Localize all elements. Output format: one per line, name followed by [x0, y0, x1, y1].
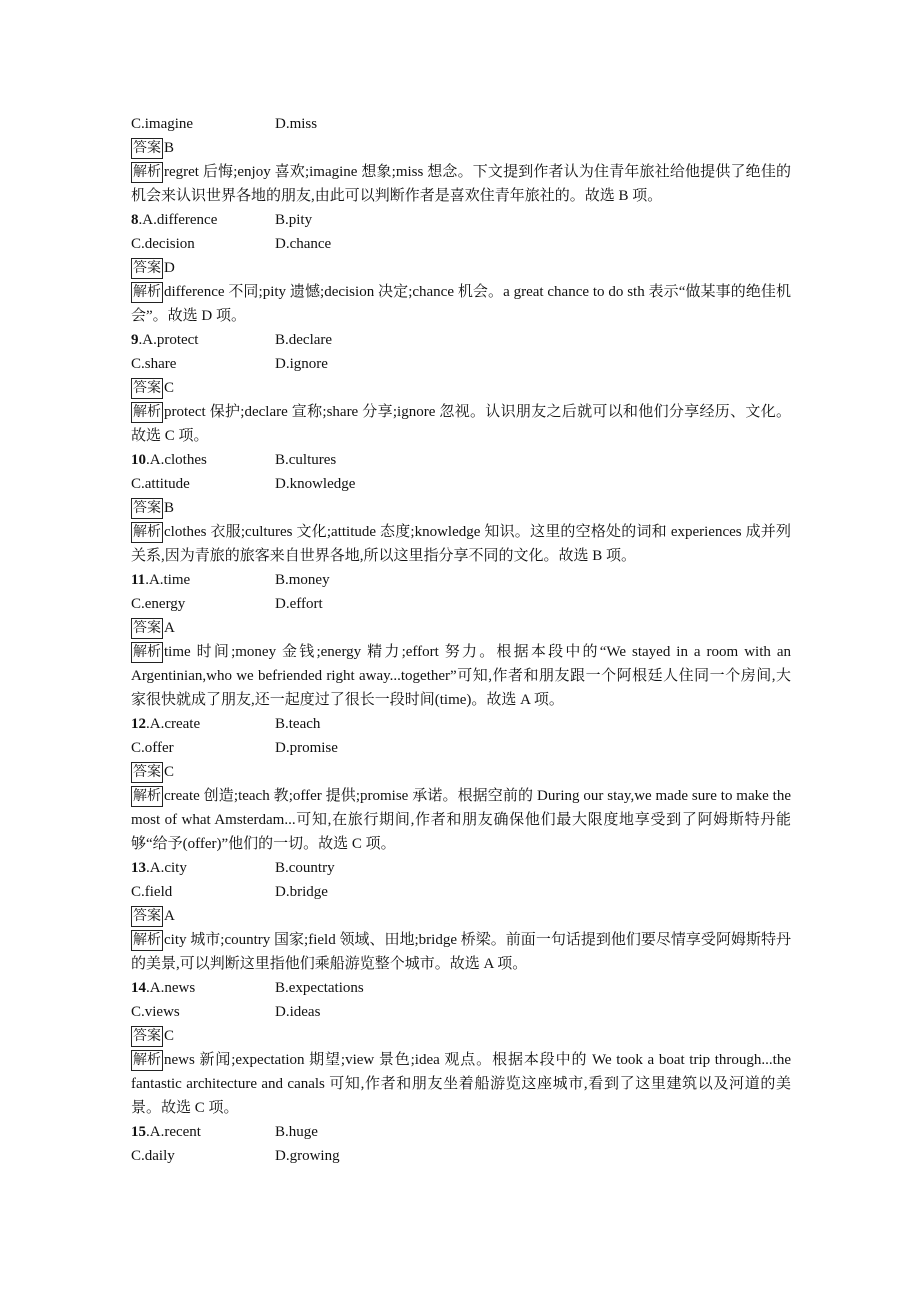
option-a: .A.clothes — [146, 452, 207, 468]
answer-tag: 答案 — [131, 378, 163, 399]
answer-row — [131, 1024, 791, 1048]
answer-value: B — [164, 500, 175, 516]
option-c: C.decision — [131, 236, 195, 252]
option-row — [131, 1000, 791, 1024]
option-c: C.attitude — [131, 476, 190, 492]
option-d: D.promise — [275, 740, 338, 756]
explanation-text: news 新闻;expectation 期望;view 景色;idea 观点。根据本段中的 We took a boat trip through...the fantastic architecture and canals 可知,作者和朋友坐着船游览这座城市,看到了这里建筑以及河道的美景。故选 C 项。 — [131, 1052, 791, 1116]
answer-tag: 答案 — [131, 762, 163, 783]
explanation-row — [131, 928, 791, 976]
option-b: B.pity — [275, 212, 313, 228]
answer-tag: 答案 — [131, 618, 163, 639]
question-number: 9 — [131, 332, 139, 348]
explanation-tag: 解析 — [131, 522, 163, 543]
answer-value: A — [164, 620, 175, 636]
answer-row — [131, 496, 791, 520]
option-c: C.share — [131, 356, 177, 372]
answer-row — [131, 376, 791, 400]
option-row — [131, 736, 791, 760]
option-row — [131, 568, 791, 592]
answer-tag: 答案 — [131, 258, 163, 279]
explanation-tag: 解析 — [131, 402, 163, 423]
option-d: D.ignore — [275, 356, 328, 372]
option-row — [131, 232, 791, 256]
explanation-text: city 城市;country 国家;field 领域、田地;bridge 桥梁。前面一句话提到他们要尽情享受阿姆斯特丹的美景,可以判断这里指他们乘船游览整个城市。故选 A 项。 — [131, 932, 791, 972]
option-b: B.cultures — [275, 452, 337, 468]
option-row — [131, 880, 791, 904]
answer-value: A — [164, 908, 175, 924]
option-d: D.bridge — [275, 884, 328, 900]
answer-tag: 答案 — [131, 906, 163, 927]
explanation-row — [131, 160, 791, 208]
option-a: .A.difference — [138, 212, 218, 228]
option-row — [131, 448, 791, 472]
answer-value: C — [164, 764, 175, 780]
answer-tag: 答案 — [131, 138, 163, 159]
question-number: 12 — [131, 716, 146, 732]
option-a: .A.time — [145, 572, 191, 588]
explanation-text: difference 不同;pity 遗憾;decision 决定;chance 机会。a great chance to do sth 表示“做某事的绝佳机会”。故选 D 项。 — [131, 284, 791, 324]
option-c: C.energy — [131, 596, 186, 612]
option-d: D.effort — [275, 596, 323, 612]
option-row — [131, 856, 791, 880]
option-c: C.field — [131, 884, 173, 900]
option-row — [131, 976, 791, 1000]
option-a: .A.news — [146, 980, 196, 996]
answer-row — [131, 760, 791, 784]
question-number: 13 — [131, 860, 146, 876]
option-d: D.miss — [275, 116, 318, 132]
answer-value: C — [164, 1028, 175, 1044]
explanation-row — [131, 640, 791, 712]
option-b: B.huge — [275, 1124, 318, 1140]
option-row — [131, 712, 791, 736]
question-number: 14 — [131, 980, 146, 996]
explanation-text: create 创造;teach 教;offer 提供;promise 承诺。根据空前的 During our stay,we made sure to make the most of what Amsterdam...可知,在旅行期间,作者和朋友确保他们最大限度地享受到了阿姆斯特丹能够“给予(offer)”他们的一切。故选 C 项。 — [131, 788, 791, 852]
option-d: D.growing — [275, 1148, 340, 1164]
explanation-tag: 解析 — [131, 1050, 163, 1071]
option-d: D.chance — [275, 236, 332, 252]
option-b: B.expectations — [275, 980, 364, 996]
option-c: C.imagine — [131, 116, 194, 132]
option-a: .A.create — [146, 716, 201, 732]
answer-value: B — [164, 140, 175, 156]
answer-value: D — [164, 260, 175, 276]
explanation-tag: 解析 — [131, 930, 163, 951]
answer-value: C — [164, 380, 175, 396]
option-d: D.ideas — [275, 1004, 321, 1020]
option-row — [131, 112, 791, 136]
answer-row — [131, 616, 791, 640]
option-c: C.daily — [131, 1148, 175, 1164]
option-row — [131, 352, 791, 376]
question-number: 10 — [131, 452, 146, 468]
explanation-text: protect 保护;declare 宣称;share 分享;ignore 忽视。认识朋友之后就可以和他们分享经历、文化。故选 C 项。 — [131, 404, 791, 444]
explanation-tag: 解析 — [131, 786, 163, 807]
option-d: D.knowledge — [275, 476, 356, 492]
explanation-row — [131, 520, 791, 568]
question-number: 11 — [131, 572, 146, 588]
explanation-text: clothes 衣服;cultures 文化;attitude 态度;knowledge 知识。这里的空格处的词和 experiences 成并列关系,因为青旅的旅客来自世界各地,所以这里指分享不同的文化。故选 B 项。 — [131, 524, 791, 564]
option-row — [131, 1144, 791, 1168]
explanation-row — [131, 400, 791, 448]
option-b: B.teach — [275, 716, 321, 732]
answer-row — [131, 256, 791, 280]
answer-row — [131, 136, 791, 160]
explanation-tag: 解析 — [131, 642, 163, 663]
question-list — [131, 112, 791, 1168]
explanation-text: time 时间;money 金钱;energy 精力;effort 努力。根据本段中的“We stayed in a room with an Argentinian,who we befriended right away...together”可知,作者和朋友跟一个阿根廷人住同一个房间,大家很快就成了朋友,还一起度过了很长一段时间(time)。故选 A 项。 — [131, 644, 791, 708]
option-b: B.declare — [275, 332, 333, 348]
explanation-row — [131, 1048, 791, 1120]
explanation-tag: 解析 — [131, 162, 163, 183]
answer-tag: 答案 — [131, 1026, 163, 1047]
question-number: 8 — [131, 212, 139, 228]
explanation-tag: 解析 — [131, 282, 163, 303]
explanation-row — [131, 280, 791, 328]
option-a: .A.recent — [146, 1124, 201, 1140]
answer-row — [131, 904, 791, 928]
explanation-row — [131, 784, 791, 856]
question-number: 15 — [131, 1124, 146, 1140]
option-row — [131, 472, 791, 496]
option-a: .A.protect — [138, 332, 199, 348]
option-row — [131, 592, 791, 616]
option-row — [131, 208, 791, 232]
option-b: B.money — [275, 572, 330, 588]
explanation-text: regret 后悔;enjoy 喜欢;imagine 想象;miss 想念。下文提到作者认为住青年旅社给他提供了绝佳的机会来认识世界各地的朋友,由此可以判断作者是喜欢住青年旅社的。故选 B 项。 — [131, 164, 791, 204]
option-row — [131, 328, 791, 352]
option-c: C.offer — [131, 740, 174, 756]
option-b: B.country — [275, 860, 335, 876]
answer-tag: 答案 — [131, 498, 163, 519]
option-c: C.views — [131, 1004, 180, 1020]
option-a: .A.city — [146, 860, 187, 876]
option-row — [131, 1120, 791, 1144]
